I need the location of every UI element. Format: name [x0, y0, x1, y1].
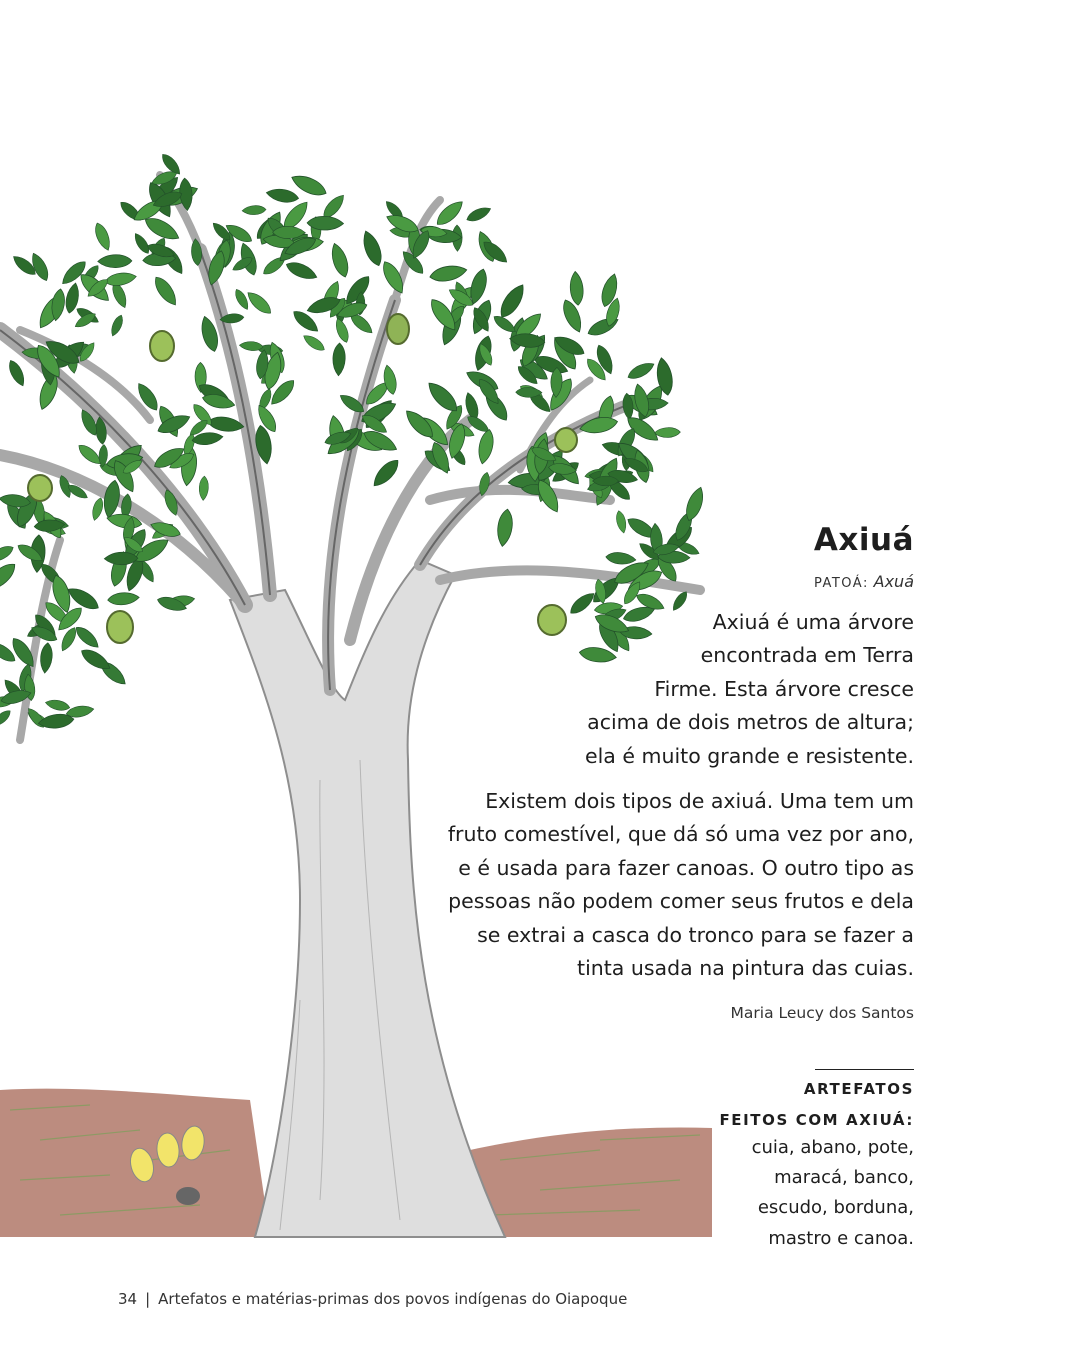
list-item: cuia, abano, pote, [751, 1137, 914, 1158]
patoa-word: Axuá [873, 572, 914, 591]
leaf [242, 205, 267, 215]
text-line: e é usada para fazer canoas. O outro tipo as [458, 855, 914, 880]
leaf [559, 297, 585, 334]
leaf [199, 476, 209, 501]
leaf [104, 271, 137, 288]
leaf [73, 623, 102, 651]
leaf [244, 288, 274, 317]
leaf [101, 479, 122, 519]
leaf [465, 204, 493, 224]
footer-separator: | [145, 1290, 151, 1308]
author-credit: Maria Leucy dos Santos [730, 1004, 914, 1022]
text-line: tinta usada na pintura das cuias. [577, 956, 914, 981]
leaf [151, 274, 181, 309]
text-line: encontrada em Terra [700, 643, 914, 668]
patoa-name [814, 572, 914, 591]
soil-right [470, 1127, 712, 1237]
leaf [496, 281, 529, 321]
fruit-6 [538, 605, 566, 635]
leaf [233, 287, 252, 311]
artefatos-heading [719, 1074, 914, 1136]
leaf [109, 313, 126, 337]
leaf [0, 708, 13, 729]
page-footer [118, 1290, 627, 1308]
leaf [569, 271, 585, 306]
leaf [132, 231, 152, 256]
text-line: Firme. Esta árvore cresce [654, 676, 914, 701]
leaf [476, 428, 496, 465]
seed-4 [176, 1187, 200, 1205]
book-title: Artefatos e matérias-primas dos povos indígenas do Oiapoque [158, 1290, 628, 1308]
leaf [615, 510, 629, 534]
list-item: mastro e canoa. [768, 1227, 914, 1249]
leaf [328, 241, 351, 279]
leaf [0, 543, 16, 566]
fruit-5 [107, 611, 133, 643]
leaf [369, 456, 402, 490]
fruit-1 [150, 331, 174, 361]
list-item: escudo, borduna, [757, 1197, 914, 1219]
description-paragraph-2 [448, 785, 914, 985]
fruit-2 [387, 314, 409, 344]
leaf [92, 221, 113, 252]
leaf [39, 642, 54, 674]
leaf [265, 187, 299, 205]
leaf [90, 497, 105, 522]
leaf [65, 584, 102, 614]
heading-line: ARTEFATOS [803, 1080, 914, 1098]
text-line: se extrai a casca do tronco para se fazer a [477, 922, 914, 947]
text-line: ela é muito grande e resistente. [585, 743, 914, 768]
page-title: Axiuá [813, 522, 914, 558]
text-line: Existem dois tipos de axiuá. Uma tem um [485, 789, 914, 813]
list-item: maracá, banco, [774, 1167, 914, 1189]
leaf [654, 427, 681, 438]
leaf [424, 378, 462, 416]
artefatos-list [752, 1133, 914, 1254]
page-number: 34 [118, 1290, 138, 1308]
leaf [0, 559, 19, 595]
text-line: Axiuá é uma árvore [712, 610, 914, 634]
leaf [495, 508, 514, 547]
leaf [6, 358, 28, 388]
leaf [284, 259, 319, 283]
patoa-label: PATOÁ: [813, 576, 869, 591]
leaf [605, 551, 636, 565]
text-line: acima de dois metros de altura; [587, 710, 914, 735]
description-paragraph-1 [585, 606, 914, 773]
leaf [429, 263, 469, 284]
text-line: pessoas não podem comer seus frutos e dela [448, 889, 914, 914]
heading-line: FEITOS COM AXIUÁ: [719, 1111, 914, 1129]
fruit-4 [28, 475, 52, 501]
leaf [98, 254, 132, 267]
leaf [332, 343, 345, 376]
leaf [44, 698, 70, 712]
leaf [107, 591, 140, 606]
text-line: fruto comestível, que dá só uma vez por ano, [447, 822, 914, 847]
leaf [301, 332, 327, 354]
section-divider [815, 1069, 914, 1070]
leaf [626, 359, 657, 382]
leaf [359, 229, 385, 268]
fruit-3 [555, 428, 577, 452]
